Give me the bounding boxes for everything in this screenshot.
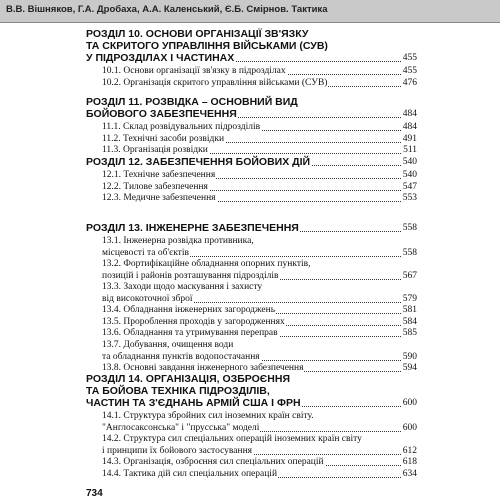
toc-entry-text: 13.2. Фортифікаційне обладнання опорних пунктів, [102, 259, 311, 270]
toc-entry-text: 13.1. Інженерна розвідка противника, [102, 236, 254, 246]
toc-entry [102, 304, 417, 316]
section-title-line-text: РОЗДІЛ 11. РОЗВІДКА – ОСНОВНИЙ ВИД [86, 96, 298, 108]
toc-entry-text: 12.1. Технічне забезпечення [102, 170, 216, 180]
toc-entry-page: 540 [402, 170, 417, 180]
toc-entry-page: 585 [402, 328, 417, 339]
section-title-line [86, 373, 417, 385]
toc-entry [102, 316, 417, 328]
section-title-line [86, 28, 417, 40]
toc-entry-text: 13.7. Добування, очищення води [102, 339, 234, 350]
section-title-line [86, 108, 417, 120]
toc-entry-page: 484 [402, 122, 417, 132]
toc-entry-page: 579 [402, 293, 417, 304]
toc-entry-text: позицій і районів розташування підрозділів [102, 270, 279, 281]
page-number: 734 [86, 488, 103, 499]
section-title-line-page: 558 [402, 223, 417, 233]
toc-entry-text: 11.1. Склад розвідувальних підрозділів [102, 122, 261, 132]
section-title-line [86, 397, 417, 409]
toc-entry [102, 422, 417, 434]
toc-entry-text: 12.3. Медичне забезпечення [102, 193, 216, 204]
toc-entry-page: 567 [402, 270, 417, 281]
toc-entry-page: 618 [402, 457, 417, 468]
toc-entry-page: 581 [402, 305, 417, 316]
section-title-line-page: 455 [402, 53, 417, 63]
toc-entry [102, 65, 417, 77]
toc-entry-text: 12.2. Тилове забезпечення [102, 181, 208, 192]
toc-entry [102, 144, 417, 156]
toc-entry [102, 192, 417, 204]
toc-entry [102, 77, 417, 89]
toc-entry [102, 247, 417, 259]
toc-entry-page: 511 [403, 145, 417, 156]
toc-entry-page: 594 [402, 363, 417, 374]
toc-entry [102, 456, 417, 468]
toc-entry-text: 11.2. Технічні засоби розвідки [102, 133, 225, 144]
toc-entry-text: 14.4. Тактика дій сил спеціальних операцій [102, 468, 278, 479]
section-title-line [86, 96, 417, 108]
toc-entry-page: 612 [402, 445, 417, 456]
section-title-line-text: У ПІДРОЗДІЛАХ І ЧАСТИНАХ [86, 52, 235, 64]
toc-entry-page: 590 [402, 351, 417, 362]
section-title-line [86, 52, 417, 64]
section-title-line-page: 484 [402, 109, 417, 119]
section-title-line-text: ТА СКРИТОГО УПРАВЛІННЯ ВІЙСЬКАМИ (СУВ) [86, 40, 328, 52]
section-title-line-page: 600 [402, 398, 417, 408]
toc-entry-text: місцевості та об'єктів [102, 247, 189, 258]
section-title-line-text: РОЗДІЛ 14. ОРГАНІЗАЦІЯ, ОЗБРОЄННЯ [86, 373, 290, 385]
toc-entry-text: 14.3. Організація, озброєння сил спеціальних операцій [102, 457, 324, 468]
section-title-line-text: РОЗДІЛ 10. ОСНОВИ ОРГАНІЗАЦІЇ ЗВ'ЯЗКУ [86, 28, 309, 40]
toc-entry [102, 281, 417, 293]
toc-entry-page: 584 [402, 316, 417, 327]
toc-entry [102, 433, 417, 445]
toc-entry [102, 410, 417, 422]
section-title-line-text: ТА БОЙОВА ТЕХНІКА ПІДРОЗДІЛІВ, [86, 385, 270, 397]
toc-entry-page: 455 [402, 66, 417, 76]
toc-entry-page: 553 [402, 193, 417, 204]
toc-entry-text: 11.3. Організація розвідки [102, 145, 208, 156]
toc-entry [102, 468, 417, 480]
toc-entry [102, 445, 417, 457]
section-title-line [86, 40, 417, 52]
toc-entry [102, 293, 417, 305]
toc-entry-text: від високоточної зброї [102, 293, 193, 304]
toc-entry-text: 14.1. Структура збройних сил іноземних країн світу. [102, 411, 314, 421]
toc-entry-text: 10.2. Організація скритого управління військами (СУВ) [102, 77, 328, 88]
toc-entry [102, 270, 417, 282]
toc-entry-page: 547 [402, 181, 417, 192]
toc-entry [102, 351, 417, 363]
section-title-line-page: 540 [402, 157, 417, 167]
toc-entry-text: 10.1. Основи організації зв'язку в підрозділах [102, 66, 286, 76]
toc-entry [102, 169, 417, 181]
section-title-line-text: ЧАСТИН ТА З'ЄДНАНЬ АРМІЙ США І ФРН [86, 397, 301, 409]
toc-entry-page: 600 [402, 422, 417, 433]
toc-entry-page: 558 [402, 247, 417, 258]
toc-entry [102, 339, 417, 351]
toc-entry-text: і принципи їх бойового застосування [102, 445, 253, 456]
toc-entry-page: 491 [402, 133, 417, 144]
toc-entry-text: 14.2. Структура сил спеціальних операцій іноземних країн світу [102, 434, 362, 445]
toc-entry-text: 13.3. Заходи щодо маскування і захисту [102, 282, 263, 293]
section-title-line [86, 385, 417, 397]
toc-entry-text: та обладнання пунктів водопостачання [102, 351, 260, 362]
toc-entry-page: 476 [402, 77, 417, 88]
toc-entry-text: 13.6. Обладнання та утримування переправ [102, 328, 278, 339]
toc-entry-text: "Англосаксонська" і "прусська" моделі [102, 422, 260, 433]
section-title-line [86, 156, 417, 168]
section-title-line [86, 222, 417, 234]
toc-entry [102, 258, 417, 270]
toc-entry-text: 13.4. Обладнання інженерних загороджень [102, 305, 276, 316]
toc-entry [102, 133, 417, 145]
running-header-text: В.В. Вішняков, Г.А. Дробаха, А.А. Каленський, Є.Б. Смірнов. Тактика [6, 4, 328, 15]
toc-entry [102, 181, 417, 193]
toc-entry-text: 13.5. Пророблення проходів у загородженнях [102, 316, 285, 327]
section-title-line-text: БОЙОВОГО ЗАБЕЗПЕЧЕННЯ [86, 108, 237, 120]
toc-entry [102, 235, 417, 247]
toc-entry-page: 634 [402, 468, 417, 479]
toc-entry [102, 327, 417, 339]
section-title-line-text: РОЗДІЛ 13. ІНЖЕНЕРНЕ ЗАБЕЗПЕЧЕННЯ [86, 222, 299, 234]
section-title-line-text: РОЗДІЛ 12. ЗАБЕЗПЕЧЕННЯ БОЙОВИХ ДІЙ [86, 156, 311, 168]
toc-entry [102, 121, 417, 133]
toc-entry-text: 13.8. Основні завдання інженерного забезпечення [102, 363, 304, 374]
